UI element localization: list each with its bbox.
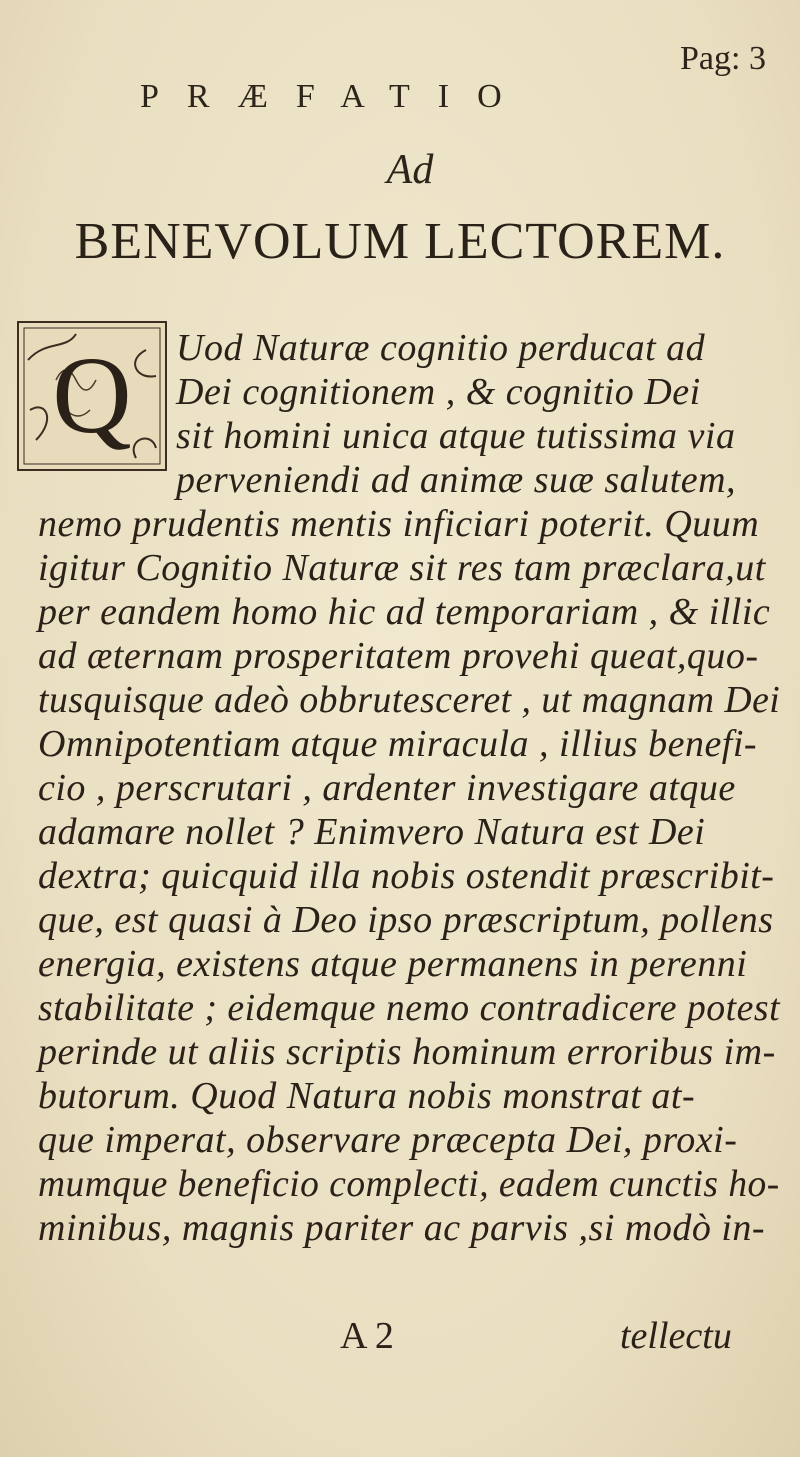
text-line: Dei cognitionem , & cognitio Dei (176, 371, 701, 413)
text-line: cio , perscrutari , ardenter investigare atque (38, 767, 736, 809)
text-line: igitur Cognitio Naturæ sit res tam præclara,ut (38, 547, 766, 589)
page-heading: BENEVOLUM LECTOREM. (74, 213, 726, 270)
text-line: que imperat, observare præcepta Dei, proxi- (38, 1119, 738, 1161)
text-line: Omnipotentiam atque miracula , illius benefi- (38, 723, 758, 765)
decorated-initial-q (16, 320, 168, 472)
text-line: per eandem homo hic ad temporariam , & illic (38, 591, 771, 633)
text-line: nemo prudentis mentis inficiari poterit. Quum (38, 503, 760, 545)
text-line: mumque beneficio complecti, eadem cunctis ho- (38, 1163, 780, 1205)
salutation-ad: Ad (386, 147, 434, 193)
text-line: Uod Naturæ cognitio perducat ad (176, 327, 706, 369)
text-line: perveniendi ad animæ suæ salutem, (176, 459, 737, 501)
text-line: ad æternam prosperitatem provehi queat,quo- (38, 635, 759, 677)
text-line: stabilitate ; eidemque nemo contradicere potest (38, 987, 781, 1029)
text-line: tusquisque adeò obbrutesceret , ut magnam Dei (38, 679, 781, 721)
signature-mark: A 2 (340, 1315, 394, 1357)
text-line: minibus, magnis pariter ac parvis ,si modò in- (38, 1207, 766, 1249)
catchword: tellectu (620, 1315, 732, 1357)
drop-cap-letter: Q (52, 334, 132, 456)
page-number: Pag: 3 (680, 40, 766, 77)
text-line: que, est quasi à Deo ipso præscriptum, pollens (38, 899, 774, 941)
text-line: sit homini unica atque tutissima via (176, 415, 736, 457)
text-line: butorum. Quod Natura nobis monstrat at- (38, 1075, 696, 1117)
text-line: energia, existens atque permanens in perenni (38, 943, 748, 985)
text-line: perinde ut aliis scriptis hominum erroribus im- (38, 1031, 776, 1073)
text-line: adamare nollet ? Enimvero Natura est Dei (38, 811, 706, 853)
running-title: PRÆFATIO (140, 78, 530, 115)
text-line: dextra; quicquid illa nobis ostendit præscribit- (38, 855, 775, 897)
